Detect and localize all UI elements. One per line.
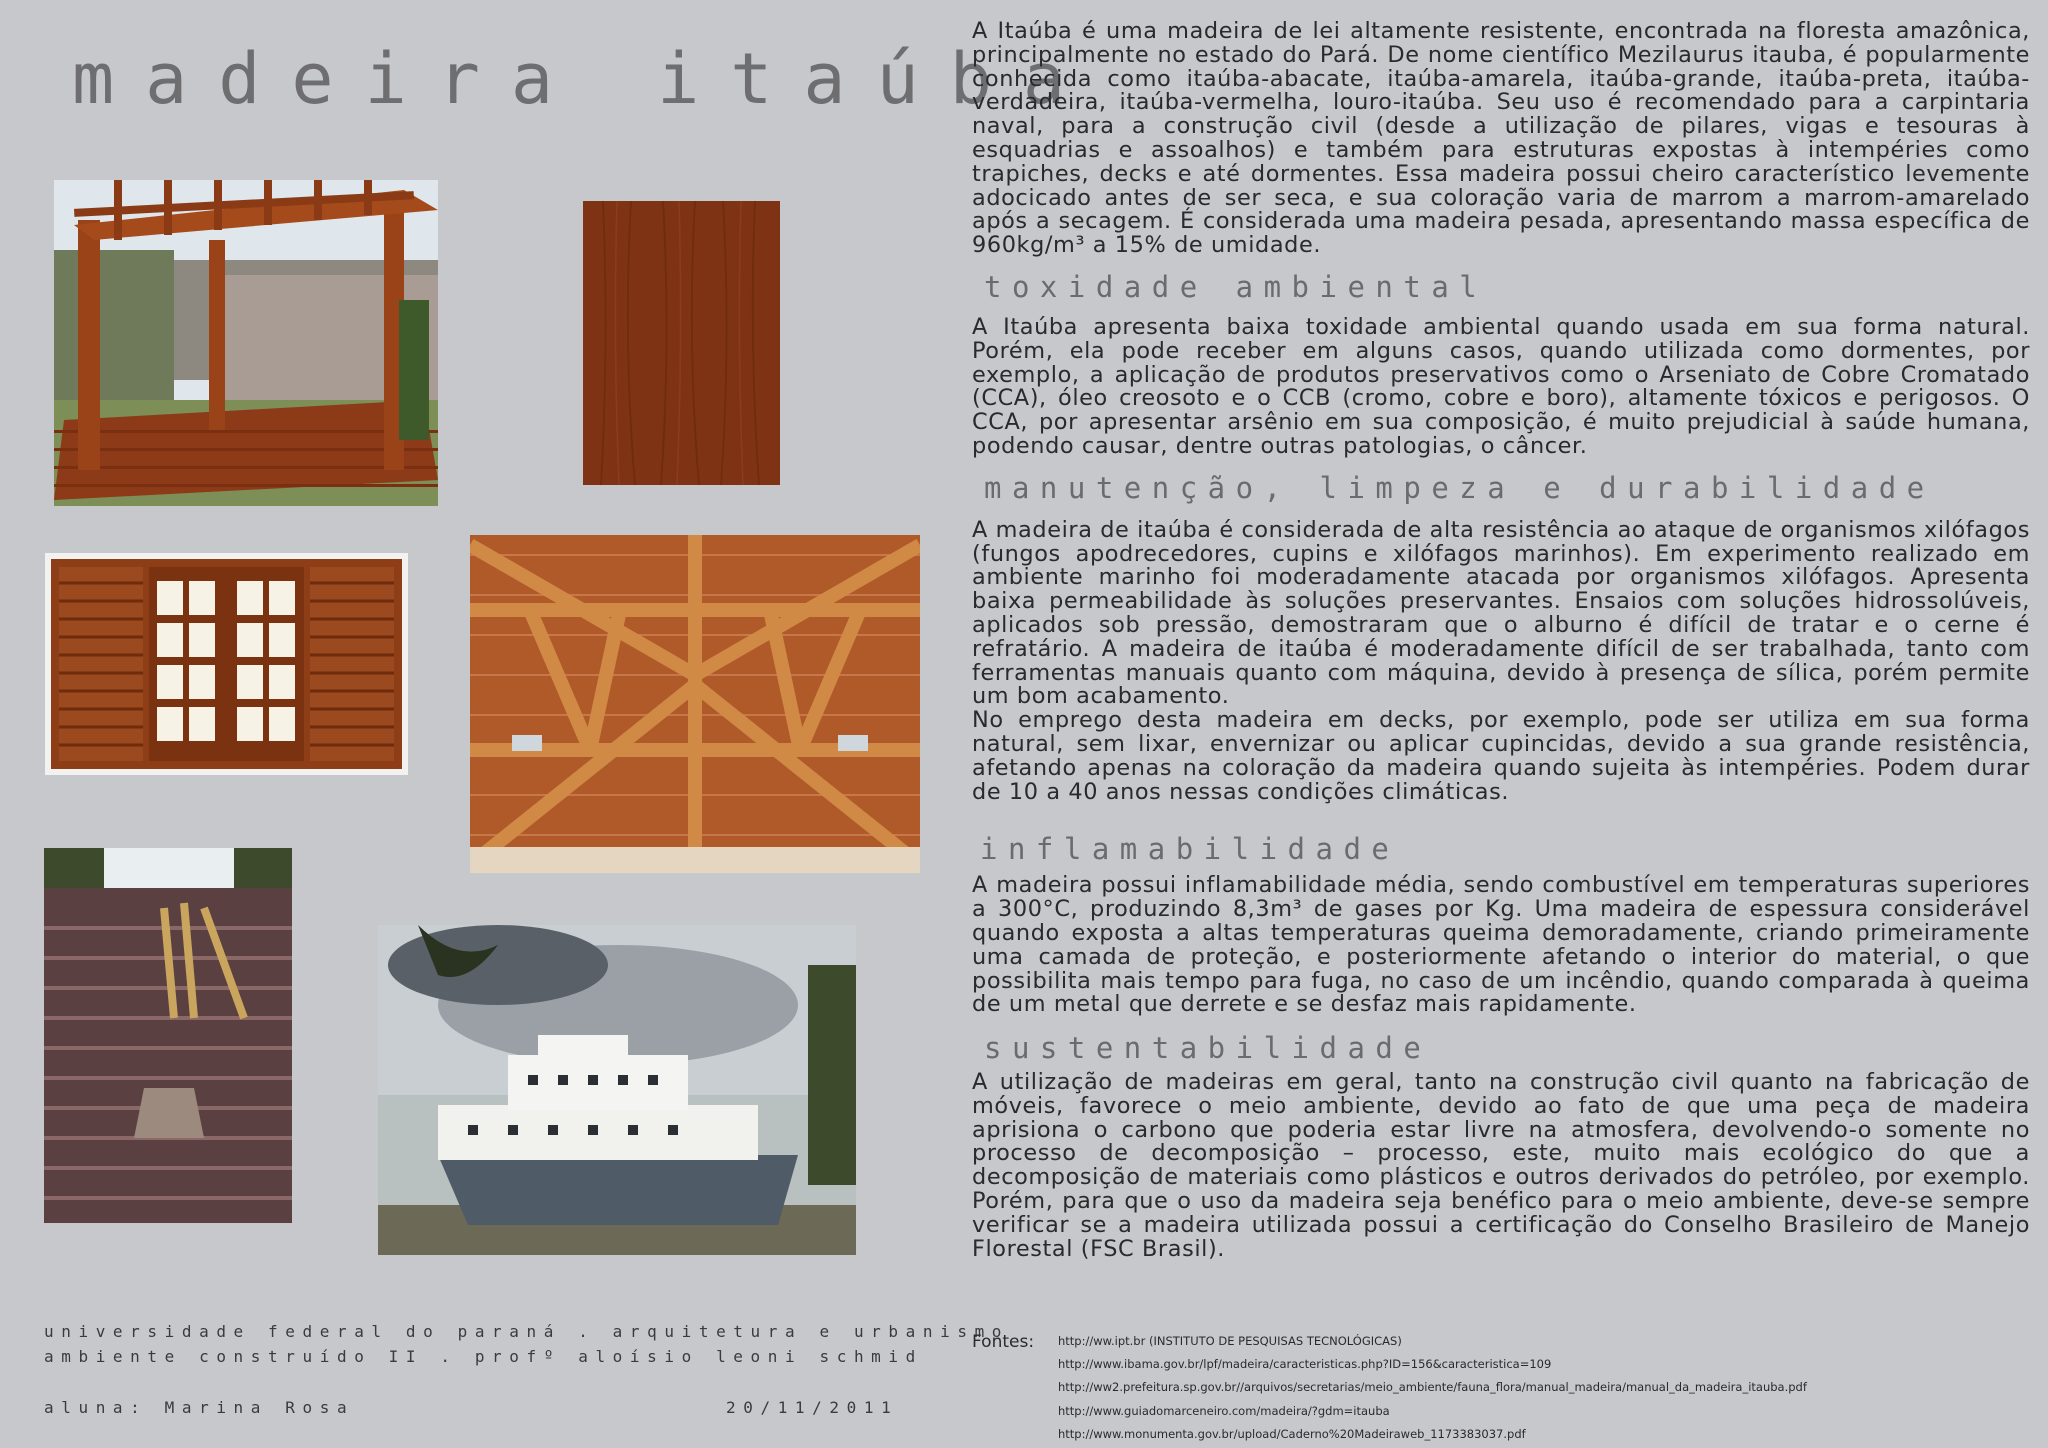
fontes-label: Fontes:: [972, 1332, 1035, 1352]
heading-toxidade: toxidade ambiental: [984, 269, 1488, 304]
intro-paragraph: A Itaúba é uma madeira de lei altamente resistente, encontrada na floresta amazônica, principalmente no estado do Pará. De nome científico Mezilaurus itauba, é popularmente conhecida como itaúba-abacate, itaúba-amarela, itaúba-grande, itaúba-preta, itaúba-verdadeira, itaúba-vermelha, louro-itaúba. Seu uso é recomendado para a carpintaria naval, para a construção civil (desde a utilização de pilares, vigas e tesouras à esquadrias e assoalhos) e também para estruturas expostas à intempéries como trapiches, decks e até dormentes. Essa madeira possui cheiro característico levemente adocicado antes de ser seca, e sua coloração varia de marrom a marrom-amarelado após a secagem. É considerada uma madeira pesada, apresentando massa específica de 960kg/m³ a 15% de umidade.: [972, 18, 2030, 259]
boat-photo: [378, 925, 856, 1255]
fonte-link[interactable]: http://ww.ipt.br (INSTITUTO DE PESQUISAS TECNOLÓGICAS): [1058, 1334, 1402, 1348]
fonte-link[interactable]: http://www.monumenta.gov.br/upload/Caderno%20Madeiraweb_1173383037.pdf: [1058, 1426, 1526, 1441]
fontes-list: [1058, 1330, 1807, 1446]
heading-inflamabilidade: inflamabilidade: [980, 832, 1400, 867]
manutencao-paragraph-1: A madeira de itaúba é considerada de alta resistência ao ataque de organismos xilófagos (fungos apodrecedores, cupins e xilófagos marinhos). Em experimento realizado em ambiente marinho foi moderadamente atacada por organismos xilófagos. Apresenta baixa permeabilidade às soluções preservantes. Ensaios com soluções hidrossolúveis, aplicados sob pressão, demostraram que o alburno é difícil de tratar e o cerne é refratário. A madeira de itaúba é moderadamente difícil de ser trabalhada, tanto com ferramentas manuais quanto com máquina, devido à presença de sílica, porém permite um bom acabamento.: [972, 516, 2030, 710]
footer-student: aluna: Marina Rosa: [44, 1398, 355, 1417]
boat-hull-photo: [44, 848, 292, 1223]
footer-university: universidade federal do paraná . arquitetura e urbanismo: [44, 1322, 1010, 1341]
roof-structure-photo: [470, 535, 920, 873]
fonte-link[interactable]: http://www.guiadomarceneiro.com/madeira/?gdm=itauba: [1058, 1403, 1390, 1418]
pergola-photo: [54, 180, 438, 506]
footer-date: 20/11/2011: [726, 1398, 899, 1417]
toxidade-paragraph: A Itaúba apresenta baixa toxidade ambiental quando usada em sua forma natural. Porém, ela pode receber em alguns casos, quando utilizada como dormentes, por exemplo, a aplicação de produtos preservativos como o Arseniato de Cobre Cromatado (CCA), óleo creosoto e o CCB (cromo, cobre e boro), altamente tóxicos e perigosos. O CCA, por apresentar arsênio em sua composição, é muito prejudicial à saúde humana, podendo causar, dentre outras patologias, o câncer.: [972, 313, 2030, 459]
sustentabilidade-paragraph: A utilização de madeiras em geral, tanto na construção civil quanto na fabricação de móveis, favorece o meio ambiente, devido ao fato de que uma peça de madeira aprisiona o carbono que poderia estar livre na atmosfera, devolvendo-o somente no processo de decomposição – processo, este, muito mais ecológico do que a decomposição de materiais como plásticos e outros derivados do petróleo, por exemplo. Porém, para que o uso da madeira seja benéfico para o meio ambiente, deve-se sempre verificar se a madeira utilizada possui a certificação do Conselho Brasileiro de Manejo Florestal (FSC Brasil).: [972, 1069, 2030, 1262]
fonte-link[interactable]: http://www.ibama.gov.br/lpf/madeira/caracteristicas.php?ID=156&caracteristica=109: [1058, 1357, 1552, 1372]
heading-manutencao: manutenção, limpeza e durabilidade: [984, 470, 1935, 505]
page-title: madeira itaúba: [72, 38, 1097, 120]
footer-course: ambiente construído II . profº aloísio leoni schmid: [44, 1347, 923, 1366]
manutencao-paragraph-2: No emprego desta madeira em decks, por exemplo, pode ser utiliza em sua forma natural, sem lixar, envernizar ou aplicar cupincidas, devido a sua grande resistência, afetando apenas na coloração da madeira quando sujeita às intempéries. Podem durar de 10 a 40 anos nessas condições climáticas.: [972, 707, 2030, 805]
wood-sample-photo: [583, 201, 780, 485]
fonte-link[interactable]: http://ww2.prefeitura.sp.gov.br//arquivos/secretarias/meio_ambiente/fauna_flora/manual_madeira/manual_da_madeira_itauba.pdf: [1058, 1380, 1807, 1395]
inflamabilidade-paragraph: A madeira possui inflamabilidade média, sendo combustível em temperaturas superiores a 300°C, produzindo 8,3m³ de gases por Kg. Uma madeira de espessura considerável quando exposta a altas temperaturas queima demoradamente, criando primeiramente uma camada de proteção, e posteriormente afetando o interior do material, o que possibilita mais tempo para fuga, no caso de um incêndio, quando comparada à queima de um metal que derrete e se desfaz mais rapidamente.: [972, 872, 2030, 1018]
heading-sustentabilidade: sustentabilidade: [984, 1031, 1432, 1066]
text-column: [972, 20, 2030, 1261]
window-photo: [45, 553, 408, 775]
